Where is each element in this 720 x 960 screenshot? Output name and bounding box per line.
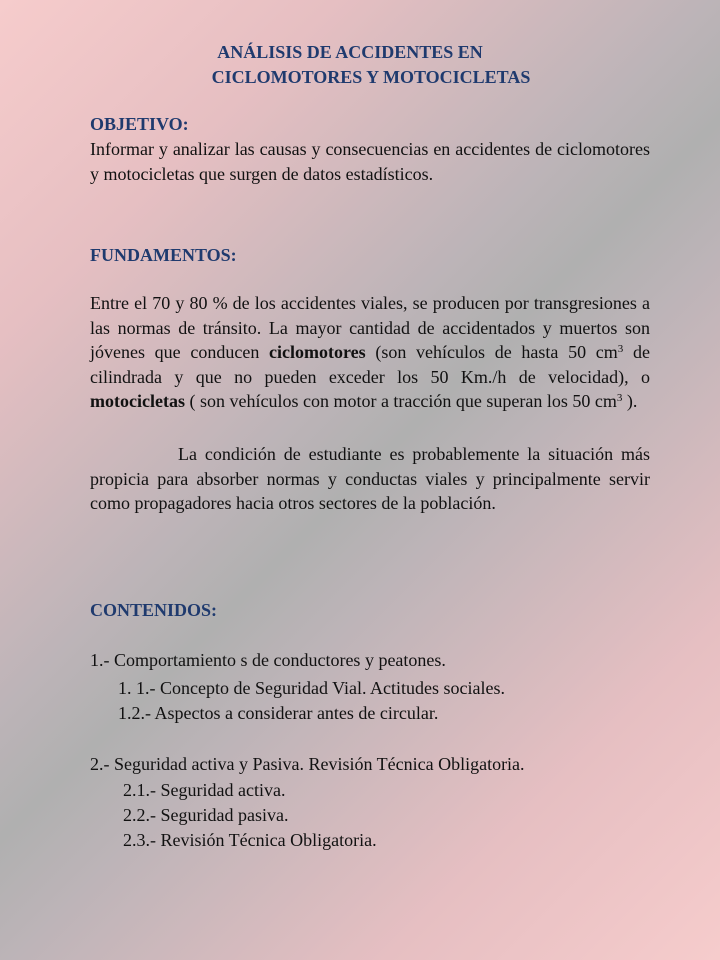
text-span: de cilindrada y que no pueden exceder los 50 Km./h de velocidad), o [90, 342, 650, 387]
contenidos-subitem: 2.1.- Seguridad activa. [123, 780, 286, 800]
contenidos-subitem: 2.3.- Revisión Técnica Obligatoria. [123, 830, 377, 850]
bold-ciclomotores: ciclomotores [269, 342, 366, 362]
fundamentos-heading: FUNDAMENTOS: [90, 245, 237, 265]
title-line-1: ANÁLISIS DE ACCIDENTES EN [217, 42, 483, 62]
bold-motocicletas: motocicletas [90, 391, 185, 411]
text-span: ( son vehículos con motor a tracción que superan los 50 cm [184, 391, 617, 411]
superscript: 3 [617, 343, 624, 355]
contenidos-subitem: 1. 1.- Concepto de Seguridad Vial. Actitudes sociales. [118, 678, 506, 698]
text-span: ). [622, 391, 638, 411]
contenidos-item: 2.- Seguridad activa y Pasiva. Revisión Técnica Obligatoria. [90, 754, 525, 774]
text-span: La condición de estudiante es probablemente la situación más propicia para absorber normas y conductas viales y principalmente servir como propagadores hacia otros sectores de la población. [90, 444, 650, 513]
contenidos-item: 1.- Comportamiento s de conductores y peatones. [90, 650, 446, 670]
title-line-2: CICLOMOTORES Y MOTOCICLETAS [211, 67, 531, 87]
objetivo-heading: OBJETIVO: [90, 114, 189, 134]
fundamentos-paragraph-2 [90, 442, 650, 516]
fundamentos-paragraph-1 [90, 291, 650, 414]
objetivo-text: Informar y analizar las causas y consecuencias en accidentes de ciclomotores y motocicletas que surgen de datos estadísticos. [90, 139, 650, 184]
text-span: Entre el 70 y 80 % de los accidentes viales, se producen por transgresiones a las normas de tránsito. La mayor cantidad de accidentados y muertos son jóvenes que conducen [90, 293, 650, 362]
text-span: (son vehículos de hasta 50 cm [365, 342, 618, 362]
contenidos-heading: CONTENIDOS: [90, 600, 218, 620]
contenidos-subitem: 1.2.- Aspectos a considerar antes de circular. [118, 703, 439, 723]
contenidos-subitem: 2.2.- Seguridad pasiva. [123, 805, 289, 825]
superscript: 3 [616, 392, 623, 404]
